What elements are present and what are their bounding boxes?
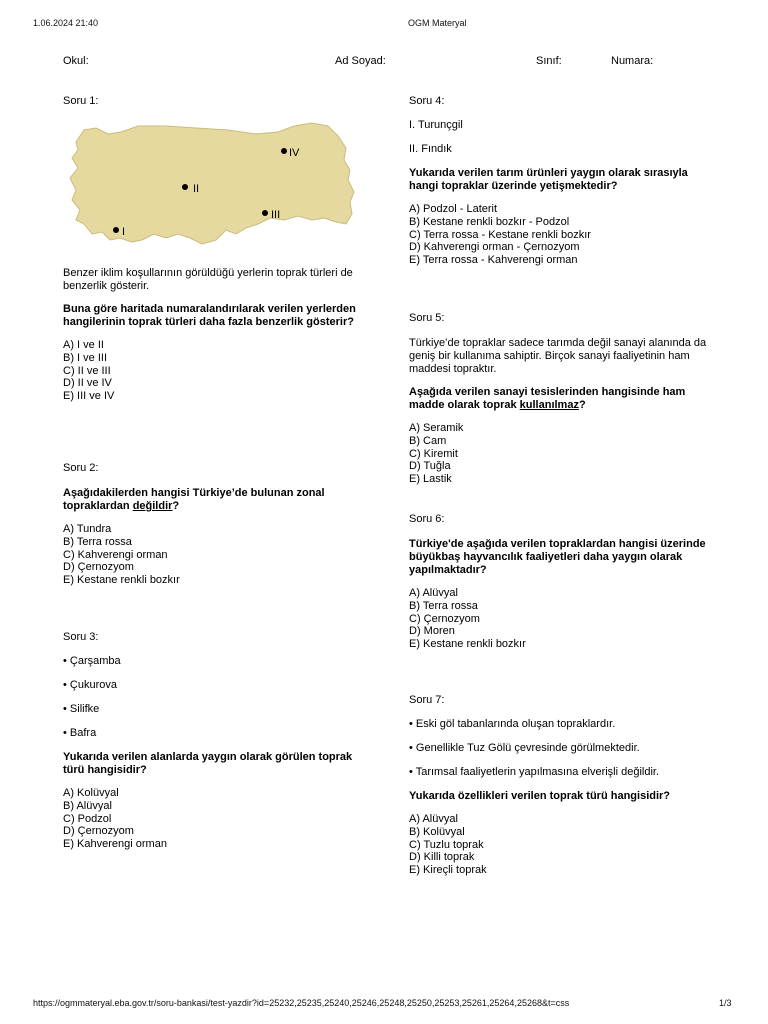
q3-bullet-2: • Çukurova	[63, 679, 117, 691]
name-label: Ad Soyad:	[335, 55, 386, 67]
q3-bullet-4: • Bafra	[63, 727, 97, 739]
q4-title: Soru 4:	[409, 95, 445, 107]
q2-option-e[interactable]: E) Kestane renkli bozkır	[63, 574, 180, 587]
q7-option-d[interactable]: D) Killi toprak	[409, 851, 475, 864]
q3-bullet-3: • Silifke	[63, 703, 100, 715]
q1-intro: Benzer iklim koşullarının görüldüğü yerlerin toprak türleri de benzerlik gösterir.	[63, 267, 353, 292]
q1-option-b[interactable]: B) I ve III	[63, 351, 108, 364]
q3-option-b[interactable]: B) Alüvyal	[63, 799, 112, 812]
q7-option-b[interactable]: B) Kolüvyal	[409, 825, 465, 838]
q6-option-e[interactable]: E) Kestane renkli bozkır	[409, 638, 526, 651]
q5-option-a[interactable]: A) Seramik	[409, 422, 464, 434]
q2-title: Soru 2:	[63, 462, 99, 474]
school-label: Okul:	[63, 55, 89, 67]
q3-question: Yukarıda verilen alanlarda yaygın olarak görülen toprak türü hangisidir?	[63, 751, 353, 776]
map-label-iii: III	[271, 209, 281, 221]
q1-option-c[interactable]: C) II ve III	[63, 364, 111, 377]
q2-options	[63, 523, 363, 587]
q4-option-b[interactable]: B) Kestane renkli bozkır - Podzol	[409, 215, 570, 228]
q6-title: Soru 6:	[409, 513, 445, 525]
q1-option-d[interactable]: D) II ve IV	[63, 377, 112, 390]
q6-option-d[interactable]: D) Moren	[409, 625, 455, 638]
q2-underlined: değildir	[132, 500, 173, 512]
q4-option-c[interactable]: C) Terra rossa - Kestane renkli bozkır	[409, 228, 591, 241]
q4-item-2: II. Fındık	[409, 143, 452, 155]
q6-options	[409, 587, 709, 651]
q7-bullet-3: • Tarımsal faaliyetlerin yapılmasına elverişli değildir.	[409, 766, 660, 778]
q1-option-a[interactable]: A) I ve II	[63, 339, 104, 351]
q6-question: Türkiye'de aşağıda verilen topraklardan hangisi üzerinde büyükbaş hayvancılık faaliyetleri daha yaygın olarak yapılmaktadır?	[409, 538, 706, 576]
q3-option-a[interactable]: A) Kolüvyal	[63, 787, 119, 799]
q3-option-c[interactable]: C) Podzol	[63, 812, 112, 825]
q3-option-e[interactable]: E) Kahverengi orman	[63, 838, 167, 851]
q4-option-e[interactable]: E) Terra rossa - Kahverengi orman	[409, 254, 578, 267]
q4-options	[409, 203, 709, 267]
q7-option-e[interactable]: E) Kireçli toprak	[409, 864, 487, 877]
q7-option-c[interactable]: C) Tuzlu toprak	[409, 838, 484, 851]
q3-bullet-1: • Çarşamba	[63, 655, 121, 667]
q4-item-1: I. Turunçgil	[409, 119, 463, 131]
q3-title: Soru 3:	[63, 631, 99, 643]
turkey-map-shape	[70, 123, 354, 244]
map-label-i: I	[122, 226, 126, 238]
q5-question: Aşağıda verilen sanayi tesislerinden hangisinde ham madde olarak toprak kullanılmaz?	[409, 386, 686, 411]
print-date: 1.06.2024 21:40	[33, 18, 99, 28]
q5-option-e[interactable]: E) Lastik	[409, 473, 452, 486]
q2-question: Aşağıdakilerden hangisi Türkiye’de bulunan zonal topraklardan değildir?	[63, 487, 325, 512]
q7-bullet-2: • Genellikle Tuz Gölü çevresinde görülmektedir.	[409, 742, 640, 754]
q7-option-a[interactable]: A) Alüvyal	[409, 813, 458, 825]
q6-option-a[interactable]: A) Alüvyal	[409, 587, 458, 599]
q7-title: Soru 7:	[409, 694, 445, 706]
q1-question: Buna göre haritada numaralandırılarak verilen yerlerden hangilerinin toprak türleri daha fazla benzerlik gösterir?	[63, 303, 356, 328]
q5-option-c[interactable]: C) Kiremit	[409, 447, 458, 460]
footer-url[interactable]: https://ogmmateryal.eba.gov.tr/soru-bankasi/test-yazdir?id=25232,25235,25240,25246,25248,25250,25253,25261,25264,25268&t=css	[33, 998, 570, 1008]
q2-option-d[interactable]: D) Çernozyom	[63, 561, 134, 574]
q5-options	[409, 422, 709, 486]
q3-option-d[interactable]: D) Çernozyom	[63, 825, 134, 838]
q5-intro: Türkiye’de topraklar sadece tarımda değil sanayi alanında da geniş bir kullanıma sahiptir. Birçok sanayi faaliyetinin ham maddesi topraktır.	[409, 337, 707, 375]
q6-option-c[interactable]: C) Çernozyom	[409, 612, 480, 625]
q1-options	[63, 339, 363, 403]
q2-option-b[interactable]: B) Terra rossa	[63, 535, 132, 548]
q5-underlined: kullanılmaz	[519, 399, 579, 411]
q7-options	[409, 813, 709, 877]
q4-option-d[interactable]: D) Kahverengi orman - Çernozyom	[409, 241, 580, 254]
q5-option-d[interactable]: D) Tuğla	[409, 460, 451, 473]
q5-title: Soru 5:	[409, 312, 445, 324]
number-label: Numara:	[611, 55, 654, 67]
q1-option-e[interactable]: E) III ve IV	[63, 390, 115, 403]
q7-question: Yukarıda özellikleri verilen toprak türü hangisidir?	[409, 790, 671, 802]
class-label: Sınıf:	[536, 55, 562, 67]
q3-options	[63, 787, 363, 851]
turkey-map	[66, 120, 358, 248]
page-header-title: OGM Materyal	[408, 18, 467, 28]
q2-option-c[interactable]: C) Kahverengi orman	[63, 548, 168, 561]
q2-option-a[interactable]: A) Tundra	[63, 523, 112, 535]
q7-bullet-1: • Eski göl tabanlarında oluşan topraklardır.	[409, 718, 616, 730]
page-number: 1/3	[719, 998, 732, 1008]
q4-question: Yukarıda verilen tarım ürünleri yaygın olarak sırasıyla hangi topraklar üzerinde yetişmektedir?	[409, 167, 688, 192]
q5-option-b[interactable]: B) Cam	[409, 434, 447, 447]
q4-option-a[interactable]: A) Podzol - Laterit	[409, 203, 498, 215]
map-label-iv: IV	[289, 147, 300, 159]
q6-option-b[interactable]: B) Terra rossa	[409, 599, 478, 612]
map-label-ii: II	[193, 183, 200, 195]
q1-title: Soru 1:	[63, 95, 99, 107]
